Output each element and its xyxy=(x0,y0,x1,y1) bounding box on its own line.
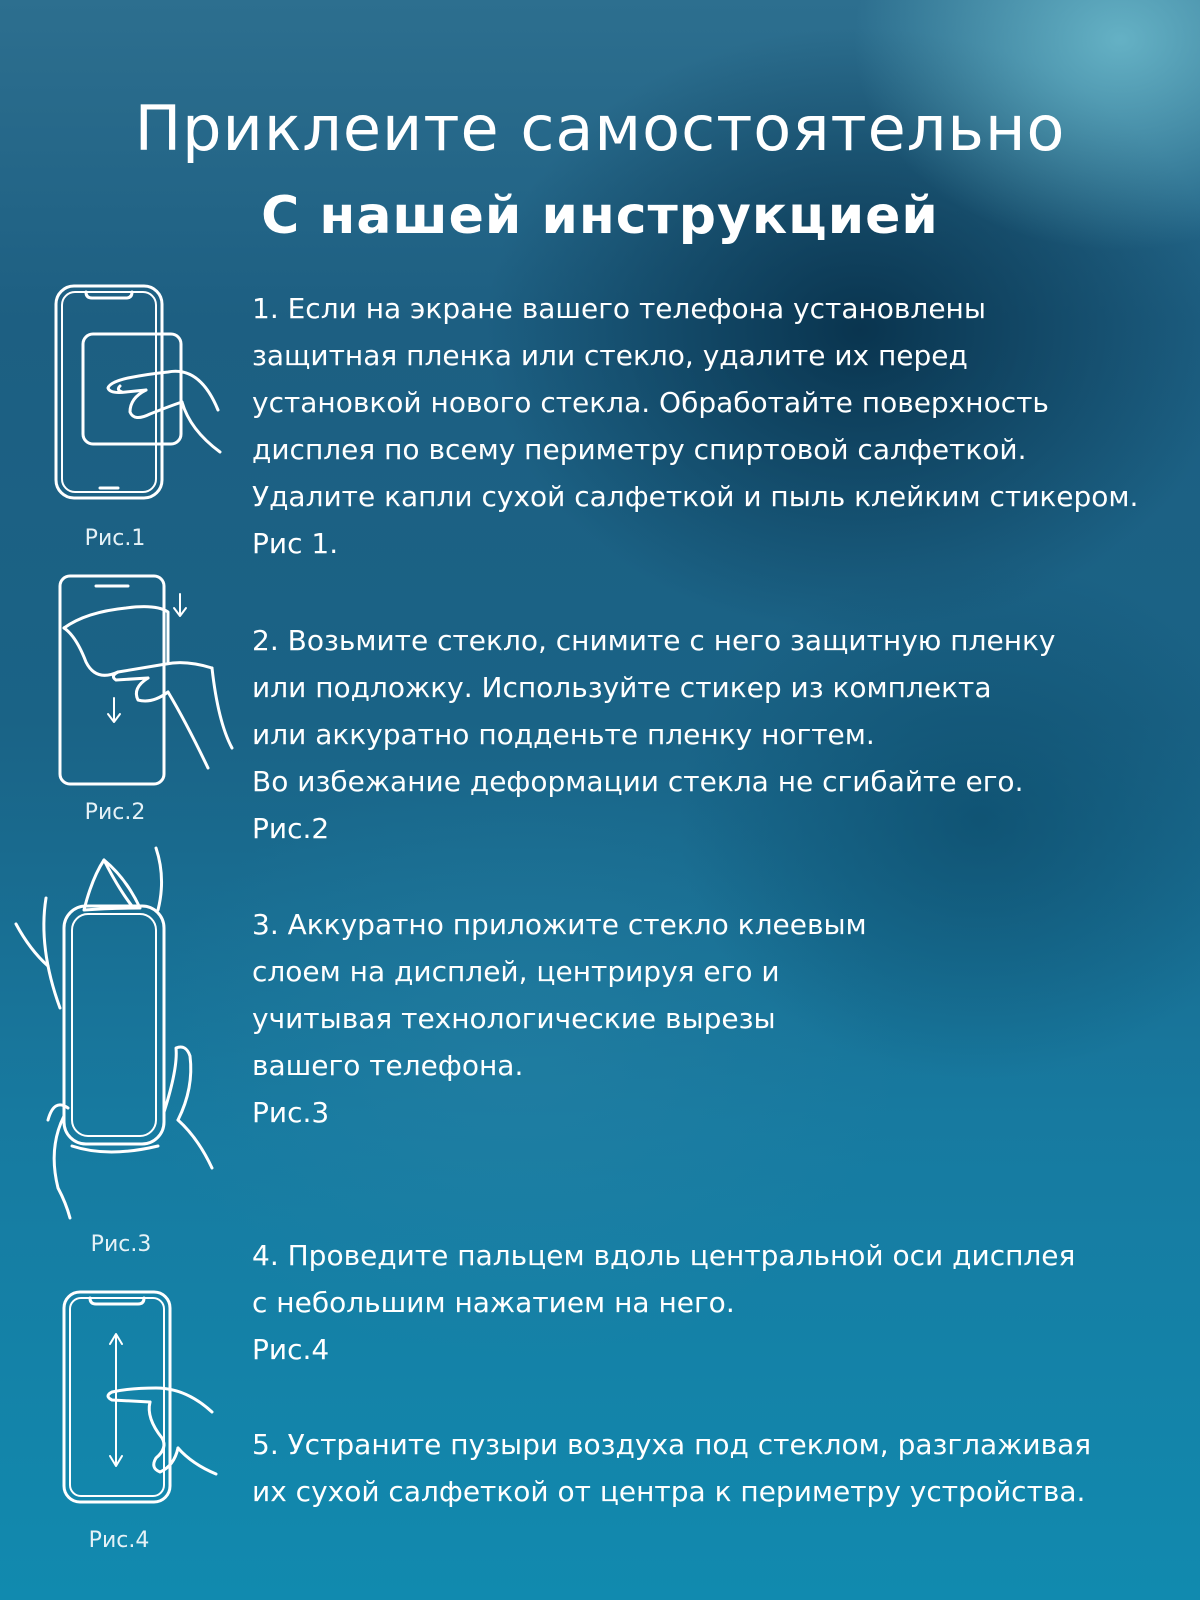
figure-4-label: Рис.4 xyxy=(88,1528,150,1553)
page-subtitle: С нашей инструкцией xyxy=(261,186,939,246)
figure-3 xyxy=(8,858,218,1218)
step-5-text: 5. Устраните пузыри воздуха под стеклом, разглаживая их сухой салфеткой от центра к периметру устройства. xyxy=(252,1428,1092,1508)
figure-1 xyxy=(50,282,230,512)
figure-1-label: Рис.1 xyxy=(84,526,146,551)
figure-4 xyxy=(60,1288,220,1510)
step-2-text: 2. Возьмите стекло, снимите с него защитную пленку или подложку. Используйте стикер из комплекта или аккуратно подденьте пленку ногтем. Во избежание деформации стекла не сгибайте его. Рис.2 xyxy=(252,624,1056,845)
phone-peel-film-icon xyxy=(56,572,236,796)
figure-3-label: Рис.3 xyxy=(90,1232,152,1257)
figure-2-label: Рис.2 xyxy=(84,800,146,825)
phone-apply-glass-icon xyxy=(8,858,218,1218)
phone-wipe-icon xyxy=(50,282,230,512)
page-title: Приклеите самостоятельно xyxy=(134,92,1066,165)
step-1-text: 1. Если на экране вашего телефона установлены защитная пленка или стекло, удалите их перед установкой нового стекла. Обработайте поверхность дисплея по всему периметру спиртовой салфеткой. Удалите капли сухой салфеткой и пыль клейким стикером. Рис 1. xyxy=(252,292,1139,560)
figure-2 xyxy=(56,572,236,796)
step-4-text: 4. Проведите пальцем вдоль центральной оси дисплея с небольшим нажатием на него. Рис.4 xyxy=(252,1239,1076,1366)
step-3-text: 3. Аккуратно приложите стекло клеевым слоем на дисплей, центрируя его и учитывая технологические вырезы вашего телефона. Рис.3 xyxy=(252,908,867,1129)
phone-swipe-icon xyxy=(60,1288,220,1510)
